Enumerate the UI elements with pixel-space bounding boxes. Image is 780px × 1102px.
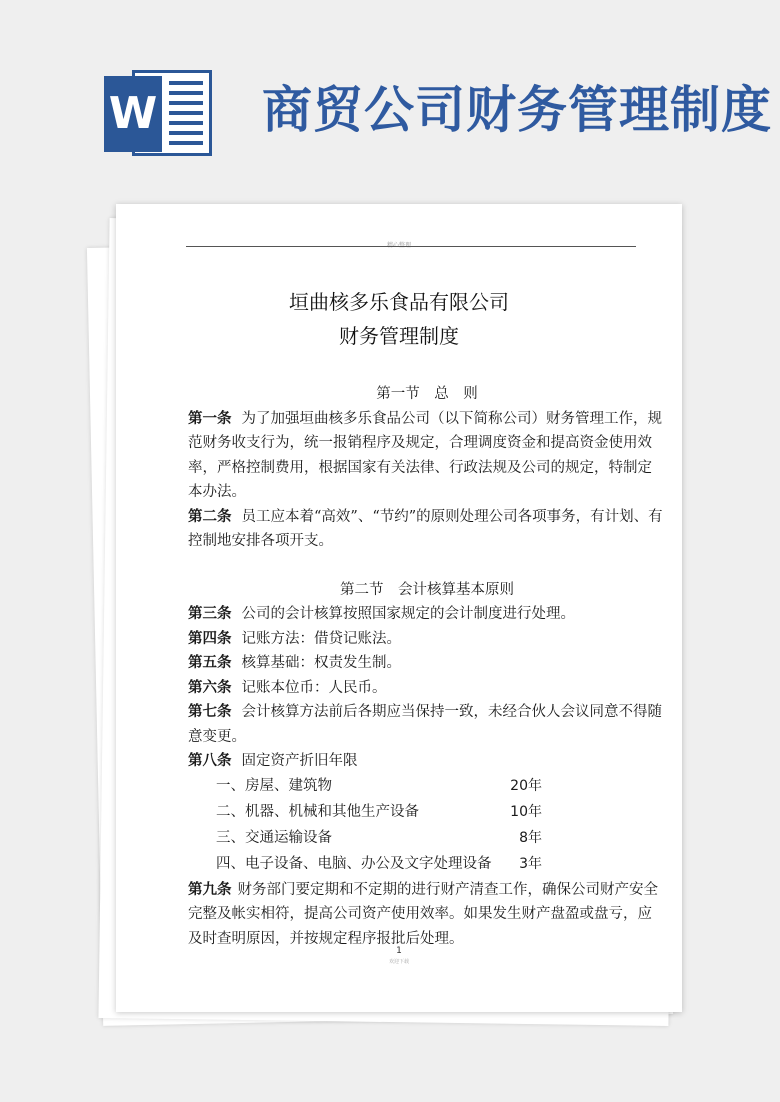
depreciation-row [188, 800, 666, 826]
article [188, 627, 666, 652]
article [188, 407, 666, 505]
article [188, 700, 666, 749]
article [188, 651, 666, 676]
page-header-text: 精心整理 [386, 242, 411, 249]
article-text: 为了加强垣曲核多乐食品公司（以下简称公司）财务管理工作，规范财务收支行为，统一报销程序及规定，合理调度资金和提高资金使用效率，严格控制费用，根据国家有关法律、行政法规及公司的规定，特制定本办法。 [188, 410, 662, 500]
article-label: 第八条 [188, 752, 232, 769]
depreciation-years: 10年 [510, 803, 542, 820]
article-label: 第五条 [188, 654, 232, 671]
asset-category: 三、交通运输设备 [216, 829, 332, 846]
article-text: 会计核算方法前后各期应当保持一致，未经合伙人会议同意不得随意变更。 [188, 704, 662, 745]
page-number: 1 [396, 946, 402, 956]
article-label: 第二条 [188, 507, 232, 525]
section-heading: 第二节 会计核算基本原则 [340, 581, 514, 598]
article-label: 第六条 [188, 678, 232, 696]
banner [0, 0, 780, 190]
document-body [188, 382, 666, 951]
article-label: 第七条 [188, 703, 232, 720]
article-label: 第九条 [188, 880, 232, 898]
depreciation-row [188, 774, 666, 800]
article-text: 核算基础：权责发生制。 [241, 655, 401, 671]
banner-title: 商贸公司财务管理制度 [262, 81, 772, 139]
word-icon [104, 66, 214, 160]
article [188, 505, 666, 554]
depreciation-years: 3年 [519, 855, 542, 872]
depreciation-row [188, 826, 666, 852]
section-heading: 第一节 总 则 [376, 386, 478, 402]
header-rule [186, 246, 636, 247]
depreciation-row [188, 852, 666, 878]
article-label: 第四条 [188, 629, 232, 647]
article-text: 固定资产折旧年限 [241, 753, 358, 769]
article-text: 记账方法：借贷记账法。 [241, 630, 401, 647]
article-text: 员工应本着“高效”、“节约”的原则处理公司各项事务，有计划、有控制地安排各项开支。 [188, 508, 663, 549]
article-label: 第一条 [188, 409, 232, 427]
asset-category: 二、机器、机械和其他生产设备 [216, 803, 419, 820]
word-logo-letter: W [104, 76, 162, 152]
article [188, 878, 666, 952]
company-name: 垣曲核多乐食品有限公司 [289, 290, 509, 314]
article-text: 记账本位币：人民币。 [241, 679, 387, 696]
article [188, 749, 666, 774]
article-text: 公司的会计核算按照国家规定的会计制度进行处理。 [241, 606, 575, 622]
document-title: 财务管理制度 [339, 324, 459, 348]
document-page [116, 204, 682, 1012]
article-text: 财务部门要定期和不定期的进行财产清查工作，确保公司财产安全完整及帐实相符，提高公司资产使用效率。如果发生财产盘盈或盘亏，应及时查明原因，并按规定程序报批后处理。 [188, 881, 658, 947]
asset-category: 一、房屋、建筑物 [216, 777, 332, 794]
asset-category: 四、电子设备、电脑、办公及文字处理设备 [216, 855, 492, 872]
page-footer-text: 欢迎下载 [388, 959, 409, 965]
depreciation-years: 8年 [519, 829, 542, 846]
article [188, 602, 666, 627]
article [188, 676, 666, 701]
depreciation-years: 20年 [510, 777, 542, 794]
article-label: 第三条 [188, 605, 232, 622]
